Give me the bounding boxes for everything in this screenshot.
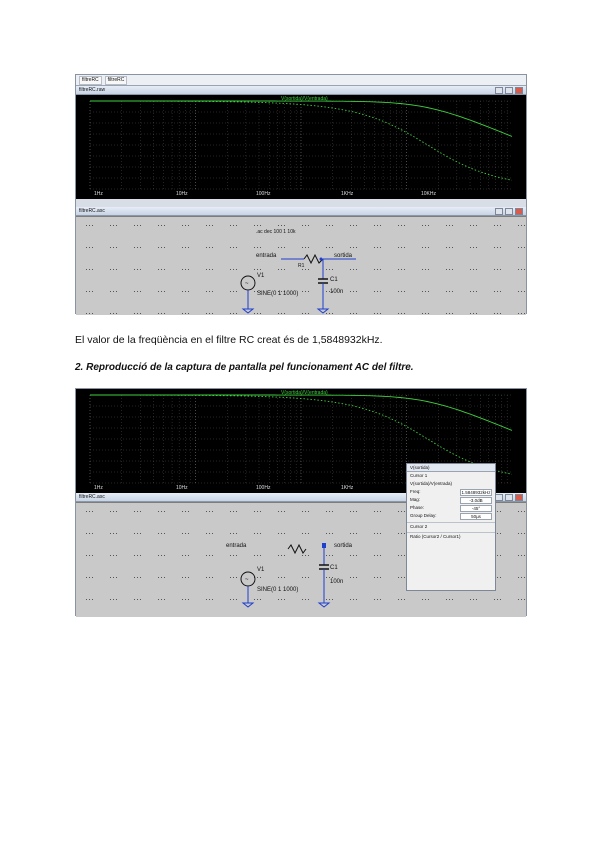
cursor1-tab[interactable]: Cursor 1	[410, 473, 428, 478]
capacitor-value: 100n	[330, 289, 344, 295]
svg-text:~: ~	[245, 577, 249, 583]
plot-window-title: filtreRC.raw	[79, 87, 106, 93]
section-heading: 2. Reproducció de la captura de pantalla pel funcionament AC del filtre.	[75, 362, 414, 373]
maximize-button[interactable]	[505, 208, 513, 215]
trace-label: V(sortida)/V(entrada)	[281, 390, 328, 396]
mag-field[interactable]: -3.0dB	[460, 497, 492, 504]
schematic-canvas[interactable]	[76, 216, 526, 315]
maximize-button[interactable]	[505, 87, 513, 94]
freq-label: Freq:	[410, 489, 421, 494]
screenshot-ac-analysis	[75, 74, 527, 314]
capacitor-name: C1	[330, 277, 338, 283]
close-button[interactable]	[515, 87, 523, 94]
close-button[interactable]	[515, 494, 523, 501]
source-value: SINE(0 1 1000)	[257, 587, 299, 593]
dialog-title: V(sortida)	[407, 464, 495, 472]
schematic-window-titlebar	[76, 207, 526, 216]
close-button[interactable]	[515, 208, 523, 215]
minimize-button[interactable]	[495, 208, 503, 215]
net-label-in: entrada	[256, 253, 277, 259]
net-label-out: sortida	[334, 253, 353, 259]
x-tick: 10KHz	[421, 191, 437, 197]
cursor2-section: Cursor 2	[407, 522, 495, 530]
source-name: V1	[257, 567, 265, 573]
x-tick: 10Hz	[176, 191, 188, 197]
capacitor-name: C1	[330, 565, 338, 571]
resistor-name: R1	[298, 263, 305, 269]
phase-field[interactable]: -45°	[460, 505, 492, 512]
bode-plot[interactable]	[76, 95, 526, 199]
minimize-button[interactable]	[495, 87, 503, 94]
svg-text:~: ~	[245, 281, 249, 287]
x-tick: 1KHz	[341, 191, 354, 197]
group-delay-field[interactable]: 50µs	[460, 513, 492, 520]
minimize-button[interactable]	[495, 494, 503, 501]
result-paragraph: El valor de la freqüència en el filtre RC creat és de 1,5848932kHz.	[75, 334, 383, 346]
cursor-dialog[interactable]	[406, 463, 496, 591]
group-delay-label: Group Delay:	[410, 513, 437, 518]
x-tick: 1KHz	[341, 485, 354, 491]
x-tick: 1Hz	[94, 485, 103, 491]
screenshot-ac-cursor	[75, 388, 527, 616]
net-label-in: entrada	[226, 543, 247, 549]
source-name: V1	[257, 273, 265, 279]
tab-schematic[interactable]: filtreRC	[79, 76, 102, 85]
phase-label: Phase:	[410, 505, 425, 510]
x-tick: 100Hz	[256, 485, 271, 491]
app-tab-bar	[76, 75, 526, 86]
trace-name: V(sortida)/V(entrada)	[410, 481, 453, 486]
ratio-section: Ratio (Cursor2 / Cursor1)	[407, 532, 495, 540]
source-value: SINE(0 1 1000)	[257, 291, 299, 297]
x-tick: 100Hz	[256, 191, 271, 197]
spice-directive: .ac dec 100 1 10k	[256, 229, 296, 235]
maximize-button[interactable]	[505, 494, 513, 501]
schematic-window-title: filtreRC.asc	[79, 208, 105, 214]
net-label-out: sortida	[334, 543, 353, 549]
plot-window-titlebar	[76, 86, 526, 95]
trace-label: V(sortida)/V(entrada)	[281, 96, 328, 102]
x-tick: 10Hz	[176, 485, 188, 491]
x-tick: 1Hz	[94, 191, 103, 197]
capacitor-value: 100n	[330, 579, 344, 585]
freq-field[interactable]: 1.5848932kHz	[461, 490, 491, 495]
bode-plot-canvas	[76, 95, 526, 199]
mag-label: Mag:	[410, 497, 421, 502]
tab-waveform[interactable]: filtreRC	[105, 76, 128, 85]
schematic-window-title: filtreRC.asc	[79, 494, 105, 500]
